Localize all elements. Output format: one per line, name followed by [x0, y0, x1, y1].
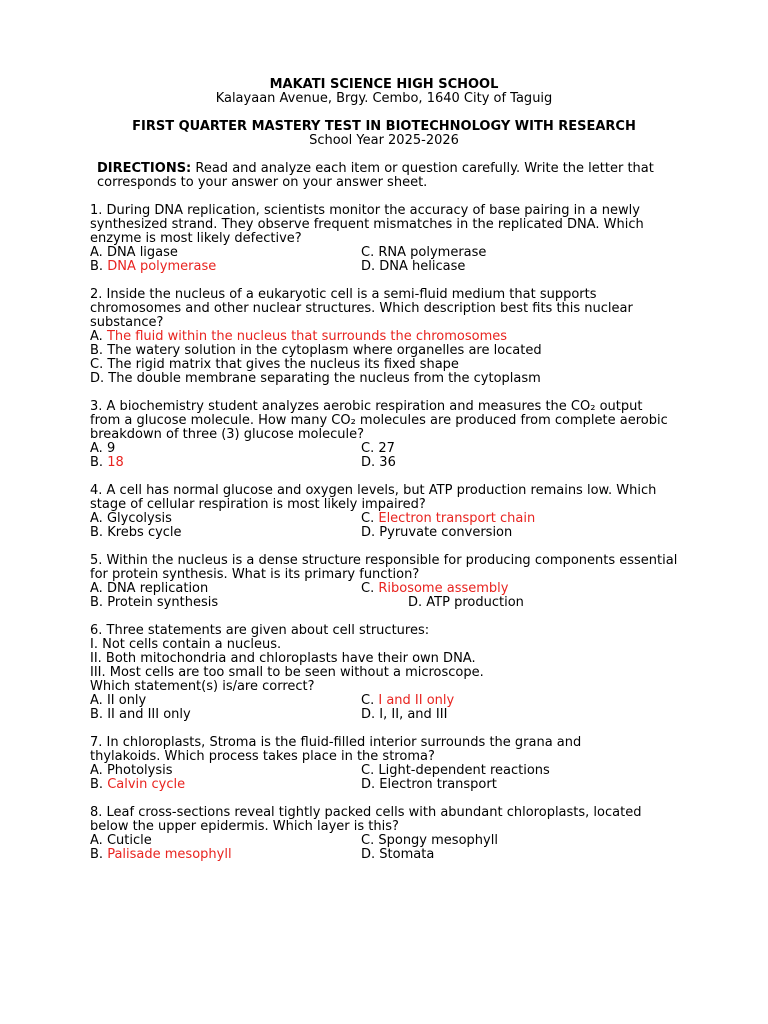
question-7 [90, 736, 690, 792]
question-6 [90, 624, 690, 722]
question-stem: 3. A biochemistry student analyzes aerobic respiration and measures the CO₂ output from a glucose molecule. How many CO₂ molecules are produced from complete aerobic breakdown of three (3) glucose molecule? [90, 399, 668, 442]
option-d: D. 36 [361, 455, 396, 470]
option-c: C. 27 [361, 441, 395, 456]
question-8 [90, 806, 690, 862]
statement-2: II. Both mitochondria and chloroplasts have their own DNA. [90, 651, 476, 666]
question-stem: 6. Three statements are given about cell structures: [90, 623, 430, 638]
marked-answer: The fluid within the nucleus that surrounds the chromosomes [106, 329, 508, 344]
question-5 [90, 554, 690, 610]
option-c: C. RNA polymerase [361, 245, 487, 260]
question-3 [90, 400, 690, 470]
question-4 [90, 484, 690, 540]
directions-label: DIRECTIONS: [97, 161, 192, 176]
option-c: C. Spongy mesophyll [361, 833, 498, 848]
question-stem: 7. In chloroplasts, Stroma is the fluid-filled interior surrounds the grana and thylakoids. Which process takes place in the stroma? [90, 735, 582, 764]
option-b: B. Protein synthesis [90, 595, 219, 610]
option-d: D. I, II, and III [361, 707, 448, 722]
option-b: B. The watery solution in the cytoplasm where organelles are located [90, 343, 542, 358]
option-b: B. DNA polymerase [90, 259, 217, 274]
question-list [90, 204, 690, 876]
marked-answer: Palisade mesophyll [107, 847, 232, 862]
marked-answer: Electron transport chain [378, 511, 536, 526]
option-b: B. Krebs cycle [90, 525, 182, 540]
option-d: D. The double membrane separating the nucleus from the cytoplasm [90, 371, 541, 386]
option-a: A. The fluid within the nucleus that surrounds the chromosomes [90, 329, 508, 344]
option-b: B. II and III only [90, 707, 191, 722]
option-c: C. Light-dependent reactions [361, 763, 550, 778]
option-b: B. Calvin cycle [90, 777, 186, 792]
option-a: A. Glycolysis [90, 511, 172, 526]
question-1 [90, 204, 690, 274]
school-address: Kalayaan Avenue, Brgy. Cembo, 1640 City of Taguig [215, 91, 553, 106]
option-a: A. II only [90, 693, 147, 708]
option-c: C. I and II only [361, 693, 455, 708]
option-b: B. Palisade mesophyll [90, 847, 232, 862]
question-stem: 8. Leaf cross-sections reveal tightly packed cells with abundant chloroplasts, located below the upper epidermis. Which layer is this? [90, 805, 642, 834]
option-c: C. The rigid matrix that gives the nucleus its fixed shape [90, 357, 459, 372]
question-2 [90, 288, 690, 386]
marked-answer: DNA polymerase [107, 259, 217, 274]
marked-answer: I and II only [378, 693, 455, 708]
test-title: FIRST QUARTER MASTERY TEST IN BIOTECHNOLOGY WITH RESEARCH [132, 119, 636, 134]
directions [97, 162, 687, 190]
option-d: D. Pyruvate conversion [361, 525, 513, 540]
school-name: MAKATI SCIENCE HIGH SCHOOL [269, 77, 499, 92]
option-a: A. Photolysis [90, 763, 173, 778]
statement-1: I. Not cells contain a nucleus. [90, 637, 282, 652]
option-a: A. Cuticle [90, 833, 152, 848]
statement-3: III. Most cells are too small to be seen without a microscope. [90, 665, 484, 680]
option-c: C. Electron transport chain [361, 511, 536, 526]
option-a: A. 9 [90, 441, 116, 456]
question-stem: 5. Within the nucleus is a dense structure responsible for producing components essential for protein synthesis. What is its primary function? [90, 553, 678, 582]
question-stem: 1. During DNA replication, scientists monitor the accuracy of base pairing in a newly synthesized strand. They observe frequent mismatches in the replicated DNA. Which enzyme is most likely defective? [90, 203, 644, 246]
marked-answer: 18 [107, 455, 124, 470]
option-c: C. Ribosome assembly [361, 581, 509, 596]
school-year: School Year 2025-2026 [309, 133, 459, 148]
option-a: A. DNA replication [90, 581, 209, 596]
question-stem: 4. A cell has normal glucose and oxygen levels, but ATP production remains low. Which stage of cellular respiration is most likely impaired? [90, 483, 657, 512]
marked-answer: Calvin cycle [107, 777, 186, 792]
option-b: B. 18 [90, 455, 124, 470]
option-d: D. Stomata [361, 847, 435, 862]
directions-text: Read and analyze each item or question carefully. Write the letter that corresponds to your answer on your answer sheet. [97, 161, 654, 190]
option-d: D. DNA helicase [361, 259, 466, 274]
question-stem: 2. Inside the nucleus of a eukaryotic cell is a semi-fluid medium that supports chromosomes and other nuclear structures. Which description best fits this nuclear substance? [90, 287, 633, 330]
marked-answer: Ribosome assembly [378, 581, 509, 596]
option-a: A. DNA ligase [90, 245, 178, 260]
option-d: D. Electron transport [361, 777, 497, 792]
question-prompt: Which statement(s) is/are correct? [90, 679, 315, 694]
option-d: D. ATP production [408, 595, 524, 610]
